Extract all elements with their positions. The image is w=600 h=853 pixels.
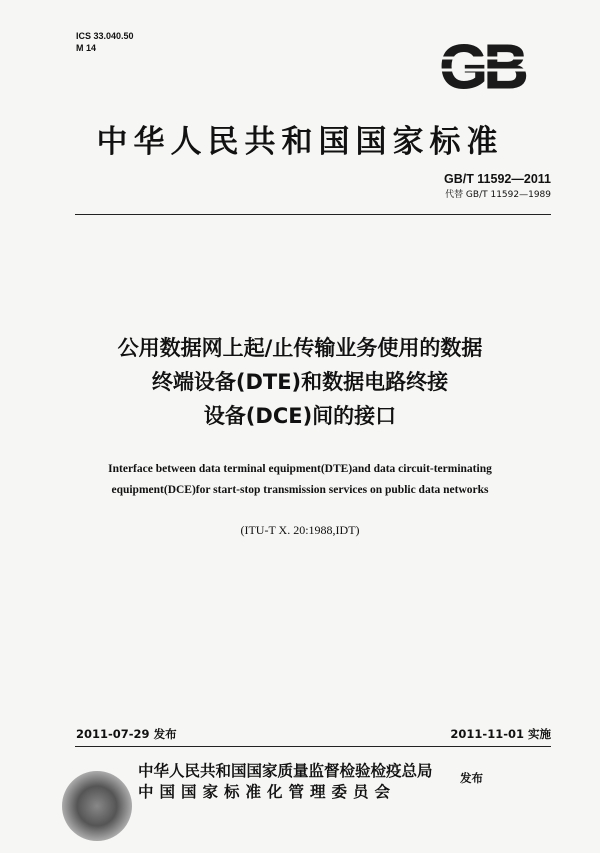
- issuer-sac: 中国国家标准化管理委员会: [138, 782, 397, 801]
- ics-code: ICS 33.040.50: [76, 31, 134, 41]
- title-zh-line-3: 设备(DCE)间的接口: [203, 404, 397, 428]
- footer-rule: [75, 746, 551, 747]
- title-en-line-1: Interface between data terminal equipment(DTE)and data circuit-terminating: [108, 463, 492, 475]
- issue-label: 发布: [460, 771, 483, 785]
- title-chinese: [0, 331, 600, 433]
- title-zh-line-2: 终端设备(DTE)和数据电路终接: [151, 370, 449, 394]
- official-seal: [62, 771, 132, 841]
- national-standard-title: 中华人民共和国国家标准: [96, 124, 504, 160]
- svg-text:GB: GB: [439, 38, 525, 94]
- standard-number: GB/T 11592—2011: [443, 172, 551, 186]
- category-code: M 14: [76, 43, 97, 53]
- title-zh-line-1: 公用数据网上起/止传输业务使用的数据: [117, 336, 483, 360]
- itu-reference: (ITU-T X. 20:1988,IDT): [240, 523, 360, 537]
- title-en-line-2: equipment(DCE)for start-stop transmission services on public data networks: [111, 484, 489, 496]
- replaces-standard: 代替 GB/T 11592—1989: [445, 190, 551, 200]
- publish-date: 2011-07-29 发布: [76, 727, 177, 741]
- issuing-authorities: [138, 760, 433, 802]
- classification-codes: [76, 30, 134, 54]
- header-rule: [75, 214, 551, 215]
- issuer-aqsiq: 中华人民共和国国家质量监督检验检疫总局: [138, 761, 433, 780]
- title-english: [0, 459, 600, 501]
- gb-logo: [427, 38, 537, 94]
- implementation-date: 2011-11-01 实施: [450, 727, 551, 741]
